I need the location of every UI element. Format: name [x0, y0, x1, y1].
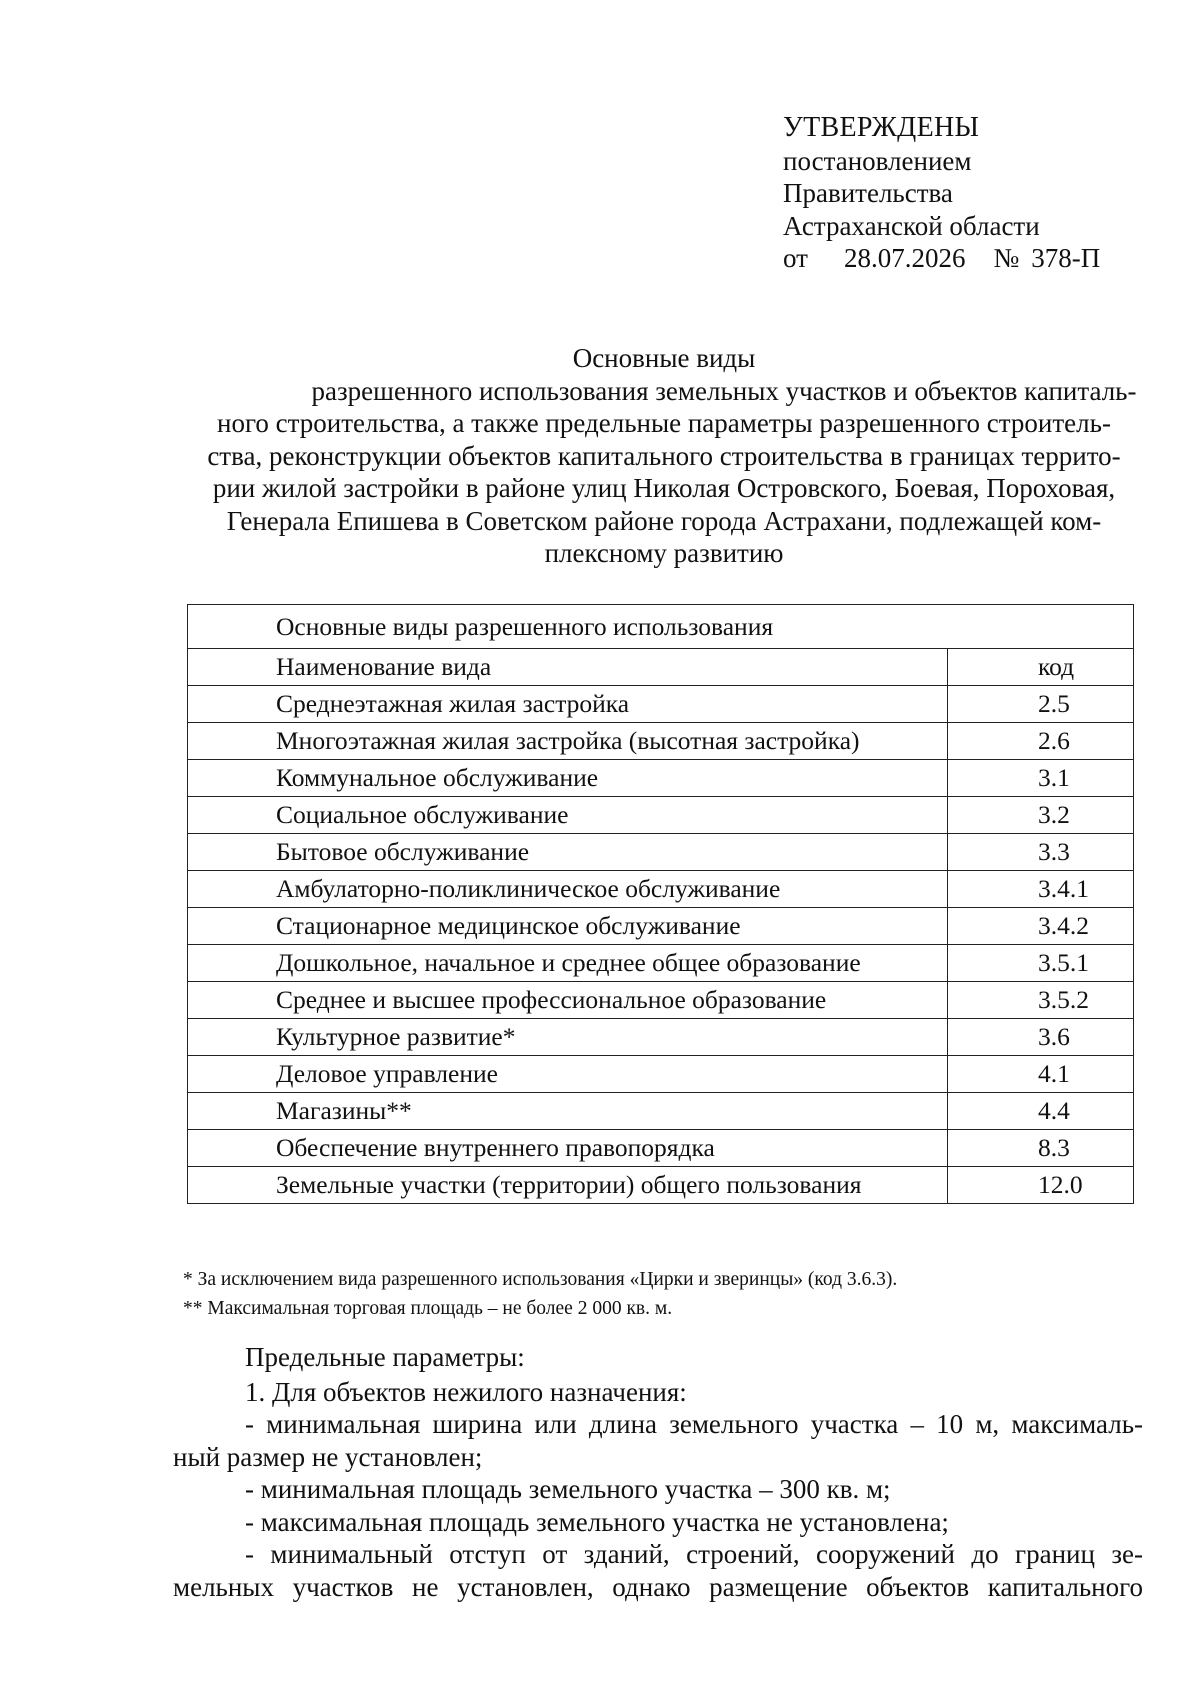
heading-line-2: разрешенного использования земельных участков и объектов капиталь-	[311, 375, 1137, 406]
approval-line-1: постановлением	[783, 145, 972, 176]
heading-line-3: ного строительства, а также предельные параметры разрешенного строитель-	[217, 408, 1111, 438]
row-name: Стационарное медицинское обслуживание	[188, 908, 948, 945]
param-4-line-1: - минимальный отступ от зданий, строений, сооружений до границ зе-	[245, 1539, 1143, 1569]
table-caption-row	[188, 605, 1134, 649]
row-name: Коммунальное обслуживание	[188, 760, 948, 797]
document-heading	[190, 342, 1138, 570]
approval-block	[783, 112, 1100, 275]
row-name: Среднее и высшее профессиональное образование	[188, 982, 948, 1019]
table-row	[188, 834, 1134, 871]
heading-line-5: рии жилой застройки в районе улиц Николая Островского, Боевая, Пороховая,	[212, 473, 1116, 503]
row-name: Социальное обслуживание	[188, 797, 948, 834]
land-use-table	[187, 604, 1134, 1204]
approval-number: 378-П	[1031, 243, 1101, 273]
table-row	[188, 871, 1134, 908]
row-code: 8.3	[948, 1130, 1134, 1167]
row-code: 4.4	[948, 1093, 1134, 1130]
heading-line-1: Основные виды	[572, 343, 756, 373]
params-title: Предельные параметры:	[245, 1342, 525, 1372]
row-name: Земельные участки (территории) общего пользования	[188, 1167, 948, 1204]
row-name: Дошкольное, начальное и среднее общее образование	[188, 945, 948, 982]
approval-date-line	[783, 242, 1100, 275]
row-code: 3.3	[948, 834, 1134, 871]
footnotes	[183, 1265, 897, 1323]
table-header-row	[188, 649, 1134, 686]
approval-line-2: Правительства	[783, 178, 953, 208]
table-row	[188, 908, 1134, 945]
row-name: Амбулаторно-поликлиническое обслуживание	[188, 871, 948, 908]
table-row	[188, 945, 1134, 982]
table-row	[188, 1019, 1134, 1056]
row-code: 3.5.2	[948, 982, 1134, 1019]
params-item-1: 1. Для объектов нежилого назначения:	[245, 1376, 687, 1407]
row-code: 3.4.1	[948, 871, 1134, 908]
row-code: 3.1	[948, 760, 1134, 797]
table-row	[188, 1167, 1134, 1204]
row-code: 3.5.1	[948, 945, 1134, 982]
row-code: 4.1	[948, 1056, 1134, 1093]
row-name: Бытовое обслуживание	[188, 834, 948, 871]
table-row	[188, 760, 1134, 797]
table-row	[188, 1093, 1134, 1130]
footnote-1: * За исключением вида разрешенного использования «Цирки и зверинцы» (код 3.6.3).	[183, 1269, 898, 1290]
heading-line-6: Генерала Епишева в Советском районе города Астрахани, подлежащей ком-	[226, 505, 1102, 536]
table-row	[188, 723, 1134, 760]
param-1-line-1: - минимальная ширина или длина земельного участка – 10 м, максималь-	[245, 1409, 1143, 1439]
heading-line-4: ства, реконструкции объектов капитального строительства в границах террито-	[207, 440, 1121, 471]
limit-parameters	[173, 1341, 1143, 1603]
row-name: Многоэтажная жилая застройка (высотная застройка)	[188, 723, 948, 760]
row-code: 2.5	[948, 686, 1134, 723]
param-1-line-2: ный размер не установлен;	[173, 1441, 483, 1472]
param-3: - максимальная площадь земельного участка не установлена;	[245, 1506, 949, 1537]
row-name: Культурное развитие*	[188, 1019, 948, 1056]
table-row	[188, 686, 1134, 723]
row-code: 2.6	[948, 723, 1134, 760]
footnote-2: ** Максимальная торговая площадь – не более 2 000 кв. м.	[183, 1298, 673, 1319]
table-row	[188, 982, 1134, 1019]
table-row	[188, 1056, 1134, 1093]
approval-title: УТВЕРЖДЕНЫ	[783, 112, 980, 143]
approval-date: 28.07.2026	[843, 243, 966, 273]
param-4-line-2: мельных участков не установлен, однако размещение объектов капитального	[173, 1571, 1143, 1602]
row-code: 3.2	[948, 797, 1134, 834]
row-code: 12.0	[948, 1167, 1134, 1204]
heading-line-7: плексному развитию	[544, 538, 784, 568]
row-code: 3.6	[948, 1019, 1134, 1056]
number-prefix: №	[993, 243, 1020, 273]
date-prefix: от	[783, 243, 808, 273]
table-caption: Основные виды разрешенного использования	[188, 605, 1134, 649]
row-name: Магазины**	[188, 1093, 948, 1130]
table-row	[188, 1130, 1134, 1167]
approval-line-3: Астраханской области	[783, 210, 1040, 241]
row-name: Деловое управление	[188, 1056, 948, 1093]
param-2: - минимальная площадь земельного участка – 300 кв. м;	[245, 1474, 891, 1504]
table-row	[188, 797, 1134, 834]
row-code: 3.4.2	[948, 908, 1134, 945]
column-header-name: Наименование вида	[188, 649, 948, 686]
row-name: Обеспечение внутреннего правопорядка	[188, 1130, 948, 1167]
column-header-code: код	[948, 649, 1134, 686]
row-name: Среднеэтажная жилая застройка	[188, 686, 948, 723]
